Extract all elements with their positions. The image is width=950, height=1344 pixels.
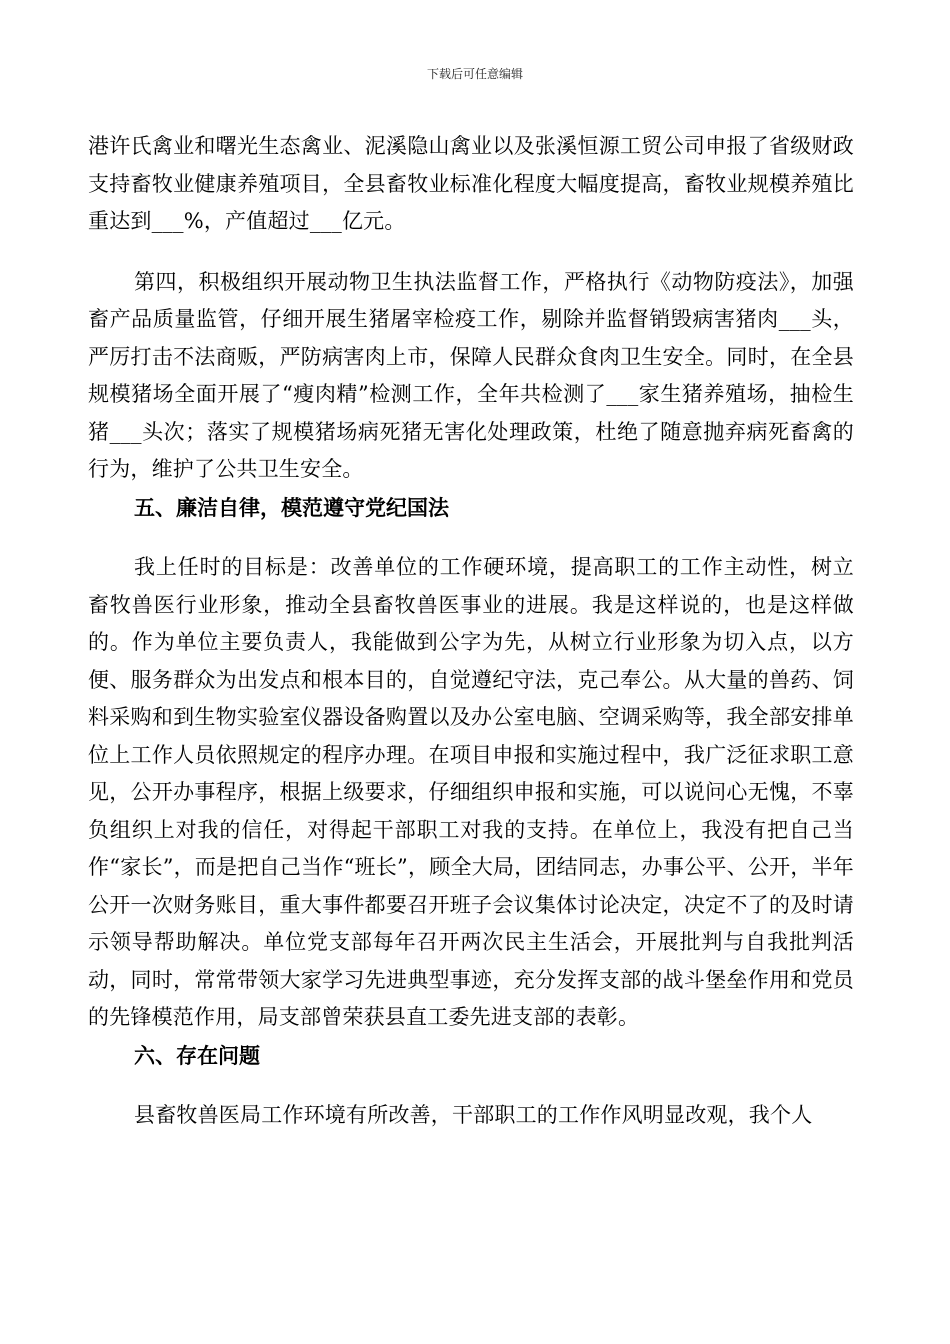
paragraph-problems: 县畜牧兽医局工作环境有所改善，干部职工的工作作风明显改观，我个人 [134,1103,813,1127]
paragraph-integrity: 我上任时的目标是：改善单位的工作硬环境，提高职工的工作主动性，树立畜牧兽医行业形象，推动全县畜牧兽医事业的进展。我是这样说的，也是这样做的。作为单位主要负责人，我能做到公字为先，从树立行业形象为切入点，以方便、服务群众为出发点和根本目的，自觉遵纪守法，克己奉公。从大量的兽药、饲料采购和到生物实验室仪器设备购置以及办公室电脑、空调采购等，我全部安排单位上工作人员依照规定的程序办理。在项目申报和实施过程中，我广泛征求职工意见，公开办事程序，根据上级要求，仔细组织申报和实施，可以说问心无愧，不辜负组织上对我的信任，对得起干部职工对我的支持。在单位上，我没有把自己当作“家长”，而是把自己当作“班长”，顾全大局，团结同志，办事公平、公开，半年公开一次财务账目，重大事件都要召开班子会议集体讨论决定，决定不了的及时请示领导帮助解决。单位党支部每年召开两次民主生活会，开展批判与自我批判活动，同时，常常带领大家学习先进典型事迹，充分发挥支部的战斗堡垒作用和党员的先锋模范作用，局支部曾荣获县直工委先进支部的表彰。 [88,555,854,1029]
paragraph-fourth: 第四，积极组织开展动物卫生执法监督工作，严格执行《动物防疫法》，加强畜产品质量监管，仔细开展生猪屠宰检疫工作，剔除并监督销毁病害猪肉___头，严厉打击不法商贩，严防病害肉上市，保障人民群众食肉卫生安全。同时，在全县规模猪场全面开展了“瘦肉精”检测工作，全年共检测了___家生猪养殖场，抽检生猪___头次；落实了规模猪场病死猪无害化处理政策，杜绝了随意抛弃病死畜禽的行为，维护了公共卫生安全。 [88,269,854,481]
section-heading-five: 五、廉洁自律，模范遵守党纪国法 [134,494,449,520]
document-body [88,128,854,1135]
page-header: 下载后可任意编辑 [426,67,523,81]
section-heading-six: 六、存在问题 [134,1042,260,1068]
paragraph-continued: 港许氏禽业和曙光生态禽业、泥溪隐山禽业以及张溪恒源工贸公司申报了省级财政支持畜牧业健康养殖项目，全县畜牧业标准化程度大幅度提高，畜牧业规模养殖比重达到___%，产值超过___亿元。 [88,134,854,233]
